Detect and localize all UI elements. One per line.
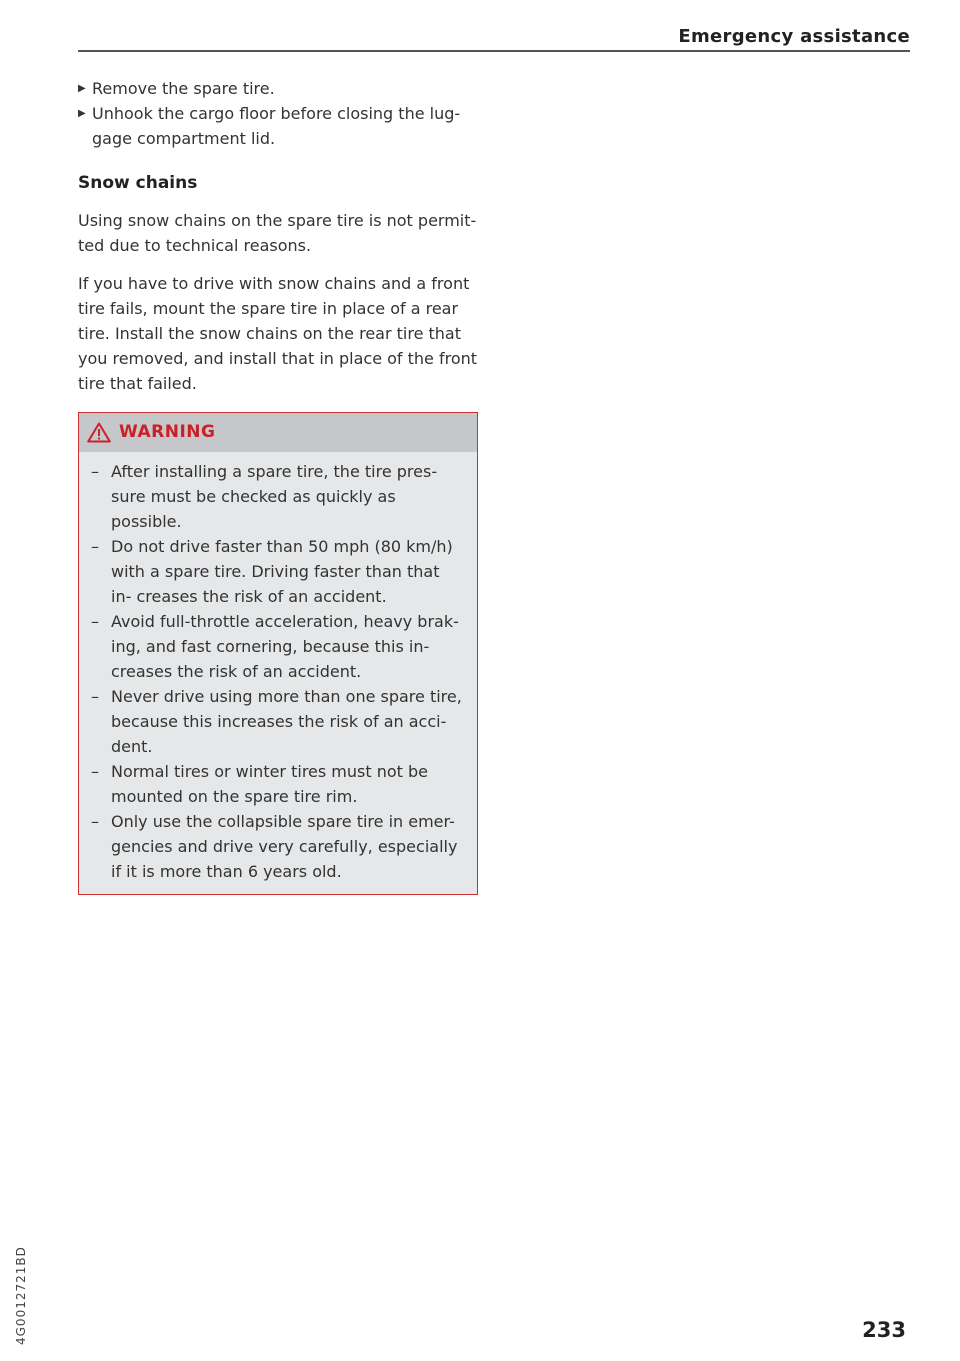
step-text: Unhook the cargo floor before closing the lug- gage compartment lid. [92, 104, 461, 148]
document-code: 4G0012721BD [14, 1246, 28, 1345]
header-divider [78, 50, 910, 52]
paragraph: If you have to drive with snow chains and a front tire fails, mount the spare tire in place of a rear tire. Install the snow chains on the rear tire that you removed, and install that in place of the front tire that failed. [78, 274, 478, 393]
step-text: Remove the spare tire. [92, 79, 275, 98]
warning-item-text: Avoid full-throttle acceleration, heavy brak- ing, and fast cornering, because this in- creases the risk of an accident. [111, 612, 459, 681]
step-item [78, 101, 478, 151]
snow-chains-heading: Snow chains [78, 173, 198, 193]
warning-triangle-icon [87, 422, 111, 443]
warning-item-text: Only use the collapsible spare tire in emer- gencies and drive very carefully, especially if it is more than 6 years old. [111, 812, 458, 881]
warning-item: – Do not drive faster than 50 mph (80 km/h) with a spare tire. Driving faster than that in- creases the risk of an accident. [91, 537, 453, 606]
warning-item-text: After installing a spare tire, the tire pres- sure must be checked as quickly as possible. [111, 462, 438, 531]
warning-body [79, 452, 477, 894]
arrow-right-icon: ▶ [78, 83, 86, 94]
arrow-right-icon: ▶ [78, 108, 86, 119]
section-title: Emergency assistance [678, 26, 910, 47]
warning-item: – Avoid full-throttle acceleration, heavy brak- ing, and fast cornering, because this in- creases the risk of an accident. [91, 612, 459, 681]
page-number: 233 [862, 1318, 906, 1342]
warning-header [79, 413, 477, 452]
warning-item-text: Do not drive faster than 50 mph (80 km/h) with a spare tire. Driving faster than that in- creases the risk of an accident. [111, 537, 453, 606]
warning-item-text: Normal tires or winter tires must not be mounted on the spare tire rim. [111, 762, 429, 806]
warning-item-text: Never drive using more than one spare tire, because this increases the risk of an acci- dent. [111, 687, 462, 756]
warning-item: – Never drive using more than one spare tire, because this increases the risk of an acci- dent. [91, 687, 462, 756]
warning-item: – After installing a spare tire, the tire pres- sure must be checked as quickly as possible. [91, 462, 438, 531]
warning-item: – Only use the collapsible spare tire in emer- gencies and drive very carefully, especially if it is more than 6 years old. [91, 812, 458, 881]
warning-item: – Normal tires or winter tires must not be mounted on the spare tire rim. [91, 762, 429, 806]
content-column [78, 76, 478, 895]
warning-box [78, 412, 478, 895]
step-item [78, 76, 478, 101]
warning-title: WARNING [119, 422, 216, 442]
paragraph: Using snow chains on the spare tire is not permit- ted due to technical reasons. [78, 211, 477, 255]
